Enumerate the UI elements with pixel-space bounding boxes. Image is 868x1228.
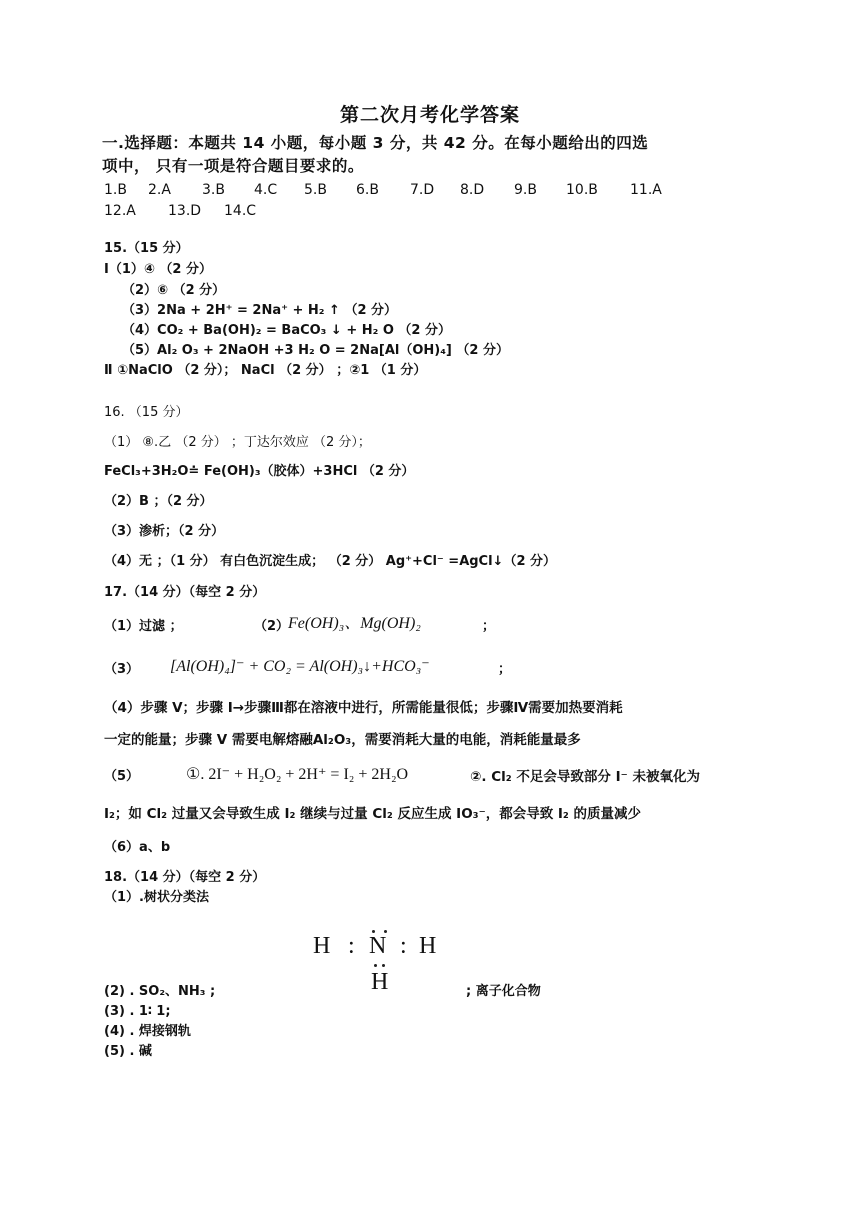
q17-answer-5-line2: I₂；如 Cl₂ 过量又会导致生成 I₂ 继续与过量 Cl₂ 反应生成 IO₃⁻，都会导致 I₂ 的质量减少 (104, 806, 642, 822)
q18-answer-2: (2) . SO₂、NH₃ ; (104, 984, 216, 999)
mcq-answer: 10.B (566, 182, 598, 198)
lewis-h-bottom: H (371, 969, 389, 995)
mcq-answer: 14.C (224, 203, 257, 219)
mcq-answer: 8.D (460, 182, 485, 198)
lewis-colon-left: : (348, 933, 355, 959)
q16-line-5: （4）无 ；（1 分） 有白色沉淀生成； （2 分） Ag⁺+Cl⁻ =AgCl↓（2 分） (104, 554, 557, 569)
q15-line-5: （5）Al₂ O₃ + 2NaOH +3 H₂ O = 2Na[Al（OH)₄] （2 分） (122, 343, 509, 358)
q17-answer-2-end: ； (482, 619, 496, 634)
bond-dot-1 (374, 964, 377, 967)
q18-answer-4: (4) . 焊接钢轨 (104, 1024, 191, 1039)
q16-line-3: （2）B ；（2 分） (104, 494, 213, 509)
section1-instruction-line1: 一.选择题：本题共 14 小题，每小题 3 分，共 42 分。在每小题给出的四选 (102, 134, 649, 152)
lone-pair-dot-2 (384, 930, 387, 933)
q15-line-4: （4）CO₂ + Ba(OH)₂ = BaCO₃ ↓ + H₂ O （2 分） (122, 323, 451, 338)
page-title: 第二次月考化学答案 (340, 104, 521, 126)
q15-line-6: Ⅱ ①NaClO （2 分）； NaCl （2 分） ；②1 （1 分） (104, 363, 427, 378)
mcq-answer: 4.C (254, 182, 278, 198)
q17-answer-4-line2: 一定的能量；步骤 V 需要电解熔融Al₂O₃，需要消耗大量的电能，消耗能量最多 (104, 732, 581, 748)
q18-answer-1: （1）.树状分类法 (104, 890, 209, 905)
q17-answer-3-equation: [Al(OH)₄]⁻ + CO₂ = Al(OH)₃↓+HCO₃⁻ (170, 658, 430, 675)
mcq-answer: 13.D (168, 203, 202, 219)
q15-line-1: Ⅰ（1）④ （2 分） (104, 262, 212, 277)
lewis-h-right: H (419, 933, 437, 959)
q16-header: 16. （15 分） (104, 405, 189, 420)
q17-answer-6: （6）a、b (104, 840, 171, 855)
q15-line-2: （2）⑥ （2 分） (122, 283, 226, 298)
q17-answer-4-line1: （4）步骤 V；步骤 Ⅰ→步骤Ⅲ都在溶液中进行，所需能量很低；步骤Ⅳ需要加热要消耗 (104, 700, 623, 716)
lewis-n: N (369, 933, 387, 959)
mcq-answer: 1.B (104, 182, 127, 198)
q15-header: 15.（15 分） (104, 241, 189, 256)
q18-answer-2-type: ; 离子化合物 (466, 984, 541, 999)
q17-answer-5-note: ②. Cl₂ 不足会导致部分 I⁻ 未被氧化为 (470, 769, 700, 785)
q17-answer-2-label: （2） (254, 619, 290, 634)
mcq-answer-list (104, 181, 744, 221)
q17-answer-2-formula: Fe(OH)₃、Mg(OH)₂ (288, 615, 421, 632)
mcq-answer: 7.D (410, 182, 435, 198)
q16-line-1: （1） ⑧.乙 （2 分） ；丁达尔效应 （2 分）； (104, 435, 371, 450)
mcq-answer: 11.A (630, 182, 662, 198)
mcq-answer: 5.B (304, 182, 327, 198)
mcq-answer: 9.B (514, 182, 537, 198)
q17-answer-3-label: （3） (104, 662, 140, 677)
mcq-answer: 6.B (356, 182, 379, 198)
mcq-answer: 2.A (148, 182, 171, 198)
mcq-answer: 12.A (104, 203, 136, 219)
lewis-colon-right: : (400, 933, 407, 959)
q18-answer-5: (5) . 碱 (104, 1044, 152, 1059)
q17-answer-5-equation: ①. 2I⁻ + H₂O₂ + 2H⁺ = I₂ + 2H₂O (186, 766, 409, 783)
q18-header: 18.（14 分）（每空 2 分） (104, 870, 266, 885)
q17-answer-1: （1）过滤 ； (104, 619, 183, 634)
q18-answer-3: (3) . 1∶ 1; (104, 1004, 171, 1019)
mcq-answer: 3.B (202, 182, 225, 198)
section1-instruction-line2: 项中， 只有一项是符合题目要求的。 (102, 157, 364, 175)
lone-pair-dot-1 (372, 930, 375, 933)
q16-line-4: （3）渗析；（2 分） (104, 524, 225, 539)
lewis-h-left: H (313, 933, 331, 959)
q16-line-2: FeCl₃+3H₂O≐ Fe(OH)₃（胶体）+3HCl （2 分） (104, 464, 415, 479)
q17-answer-3-end: ； (498, 662, 512, 677)
q17-answer-5-label: （5） (104, 769, 140, 784)
q15-line-3: （3）2Na + 2H⁺ = 2Na⁺ + H₂ ↑ （2 分） (122, 303, 398, 318)
q17-header: 17.（14 分）（每空 2 分） (104, 585, 266, 600)
bond-dot-2 (382, 964, 385, 967)
